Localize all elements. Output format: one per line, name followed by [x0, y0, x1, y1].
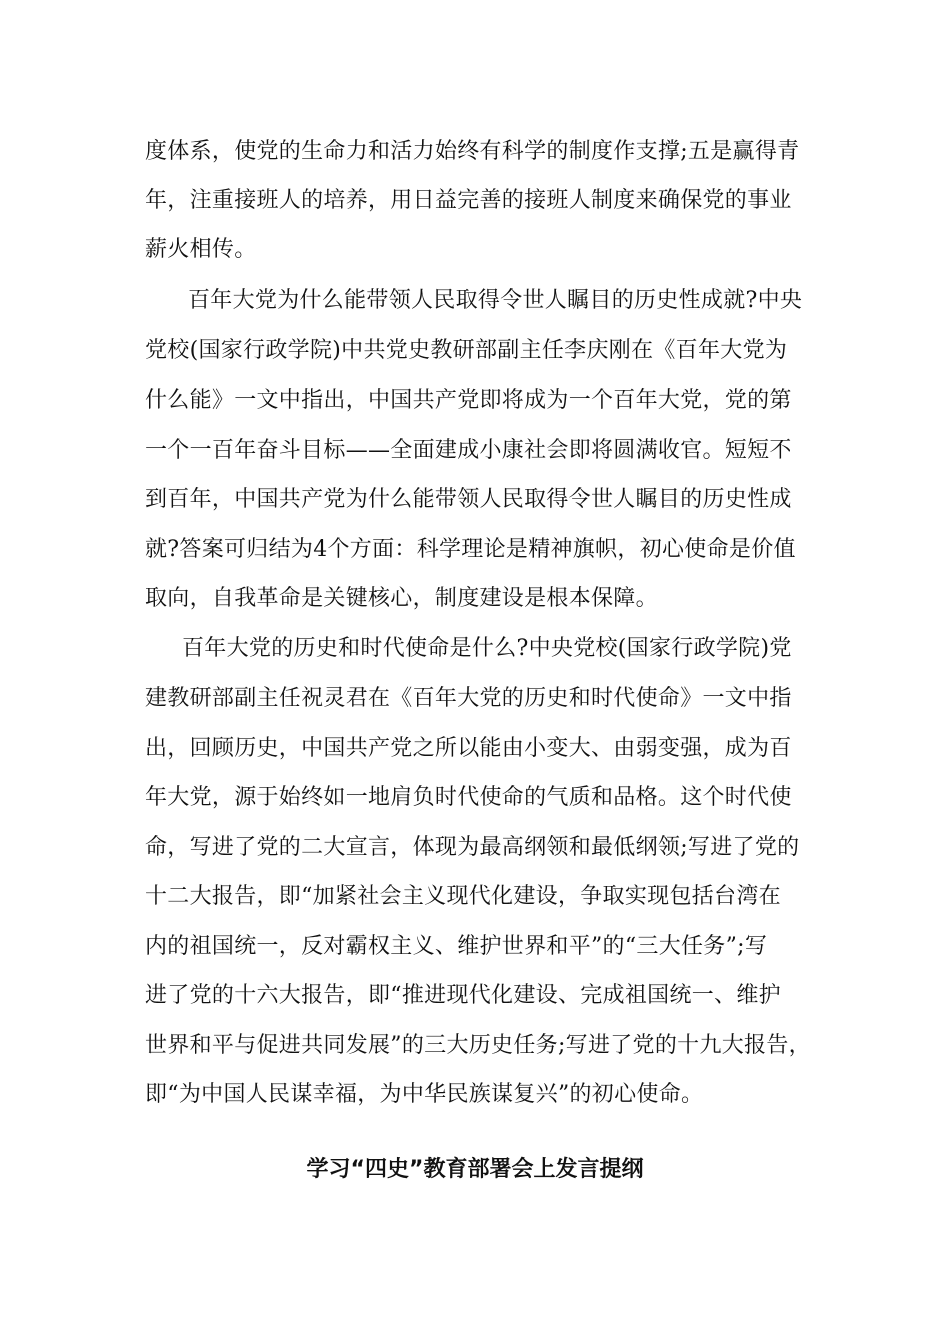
paragraph-3-line-1: 百年大党的历史和时代使命是什么?中央党校(国家行政学院)党: [182, 636, 792, 661]
paragraph-3-line-4: 年大党，源于始终如一地肩负时代使命的气质和品格。这个时代使: [145, 785, 792, 810]
section-heading: 学习“四史”教育部署会上发言提纲: [306, 1157, 644, 1182]
paragraph-2-line-4: 一个一百年奋斗目标——全面建成小康社会即将圆满收官。短短不: [145, 438, 792, 463]
paragraph-2-line-5: 到百年，中国共产党为什么能带领人民取得令世人瞩目的历史性成: [145, 487, 792, 512]
paragraph-3-line-2: 建教研部副主任祝灵君在《百年大党的历史和时代使命》一文中指: [145, 686, 792, 711]
paragraph-1-line-3: 薪火相传。: [145, 237, 257, 262]
paragraph-1-line-2: 年，注重接班人的培养，用日益完善的接班人制度来确保党的事业: [145, 188, 792, 213]
paragraph-3-line-10: 即“为中国人民谋幸福，为中华民族谋复兴”的初心使命。: [145, 1082, 704, 1107]
paragraph-3-line-5: 命，写进了党的二大宣言，体现为最高纲领和最低纲领;写进了党的: [145, 835, 800, 860]
paragraph-3-line-9: 世界和平与促进共同发展”的三大历史任务;写进了党的十九大报告，: [145, 1033, 811, 1058]
paragraph-3-line-6: 十二大报告，即“加紧社会主义现代化建设，争取实现包括台湾在: [145, 884, 781, 909]
paragraph-2-line-1: 百年大党为什么能带领人民取得令世人瞩目的历史性成就?中央: [188, 288, 803, 313]
paragraph-2-line-3: 什么能》一文中指出，中国共产党即将成为一个百年大党，党的第: [145, 388, 792, 413]
paragraph-3-line-3: 出，回顾历史，中国共产党之所以能由小变大、由弱变强，成为百: [145, 736, 792, 761]
paragraph-2-line-6: 就?答案可归结为4个方面：科学理论是精神旗帜，初心使命是价值: [145, 537, 796, 562]
paragraph-2-line-2: 党校(国家行政学院)中共党史教研部副主任李庆刚在《百年大党为: [145, 338, 788, 363]
paragraph-3-line-8: 进了党的十六大报告，即“推进现代化建设、完成祖国统一、维护: [145, 983, 781, 1008]
paragraph-1-line-1: 度体系，使党的生命力和活力始终有科学的制度作支撑;五是赢得青: [145, 139, 800, 164]
paragraph-2-line-7: 取向，自我革命是关键核心，制度建设是根本保障。: [145, 586, 658, 611]
paragraph-3-line-7: 内的祖国统一，反对霸权主义、维护世界和平”的“三大任务”;写: [145, 934, 768, 959]
